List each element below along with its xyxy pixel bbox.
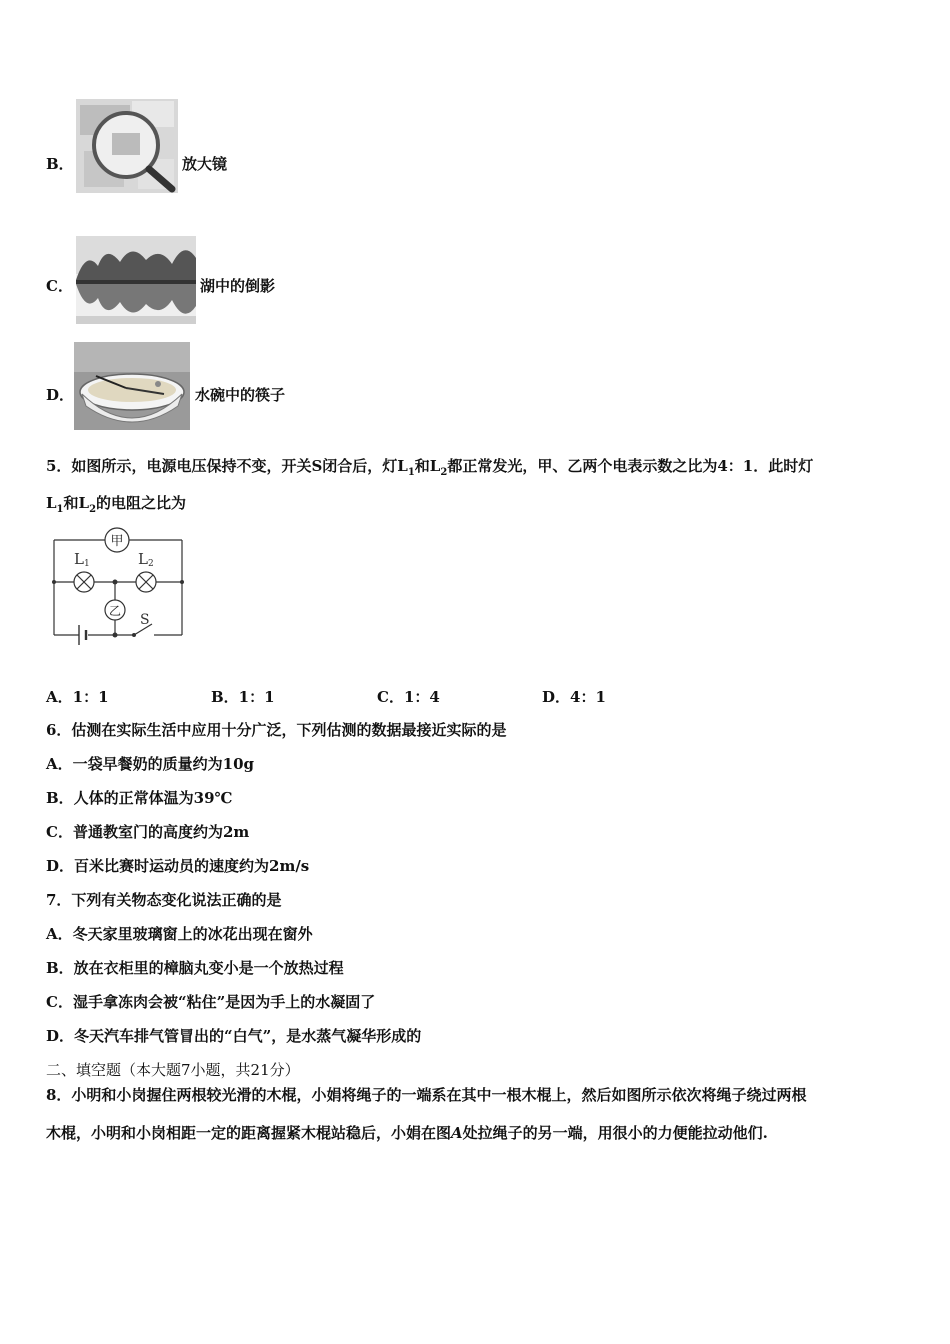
lake-reflection-image [76, 236, 196, 324]
q7-option-b: B．放在衣柜里的樟脑丸变小是一个放热过程 [46, 959, 344, 977]
q5-choice-d: D．4：1 [542, 688, 606, 706]
q6-option-c: C．普通教室门的高度约为2m [46, 823, 250, 841]
q6-stem: 6．估测在实际生活中应用十分广泛，下列估测的数据最接近实际的是 [46, 721, 507, 739]
q7-stem: 7．下列有关物态变化说法正确的是 [46, 891, 282, 909]
q5-stem-line1: 5．如图所示，电源电压保持不变，开关S闭合后，灯$L_1$和$L_2$都正常发光，甲、乙两个电表示数之比为4：1．此时灯 [46, 457, 814, 478]
option-c-caption: 湖中的倒影 [200, 277, 276, 295]
lamp2-sub: 2 [148, 559, 154, 569]
q6-option-d: D．百米比赛时运动员的速度约为2m/s [46, 857, 310, 875]
meter-yi-label: 乙 [108, 604, 122, 618]
q7-option-a: A．冬天家里玻璃窗上的冰花出现在窗外 [46, 925, 313, 943]
section-title: 二、填空题（本大题7小题，共21分） [46, 1061, 300, 1079]
q5-choice-c: C．1：4 [377, 688, 440, 706]
q7-option-c: C．湿手拿冻肉会被“粘住”是因为手上的水凝固了 [46, 993, 376, 1011]
meter-jia-label: 甲 [110, 534, 124, 549]
q8-line2: 木棍，小明和小岗相距一定的距离握紧木棍站稳后，小娟在图A处拉绳子的另一端，用很小的力便能拉动他们. [46, 1124, 768, 1142]
magnifier-image [76, 99, 178, 193]
option-d-caption: 水碗中的筷子 [195, 386, 286, 404]
q8-line1: 8．小明和小岗握住两根较光滑的木棍，小娟将绳子的一端系在其中一根木棍上，然后如图所示依次将绳子绕过两根 [46, 1086, 807, 1104]
q6-option-a: A．一袋早餐奶的质量约为10g [46, 755, 255, 773]
q7-option-d: D．冬天汽车排气管冒出的“白气”，是水蒸气凝华形成的 [46, 1027, 422, 1045]
option-d-label: D． [46, 386, 75, 404]
bowl-chopsticks-image [74, 342, 190, 430]
circuit-diagram [44, 526, 189, 652]
q6-option-b: B．人体的正常体温为39℃ [46, 789, 233, 807]
option-c-label: C． [46, 277, 73, 295]
lamp2-label: L [138, 550, 148, 568]
q5-choice-b: B．1：1 [211, 688, 275, 706]
option-b-caption: 放大镜 [182, 155, 228, 173]
lamp1-sub: 1 [84, 559, 90, 569]
switch-label: S [140, 612, 150, 628]
q5-choice-a: A．1：1 [46, 688, 109, 706]
option-b-label: B． [46, 155, 74, 173]
lamp1-label: L [74, 550, 84, 568]
q5-stem-line2: $L_1$和$L_2$的电阻之比为 [46, 494, 187, 515]
